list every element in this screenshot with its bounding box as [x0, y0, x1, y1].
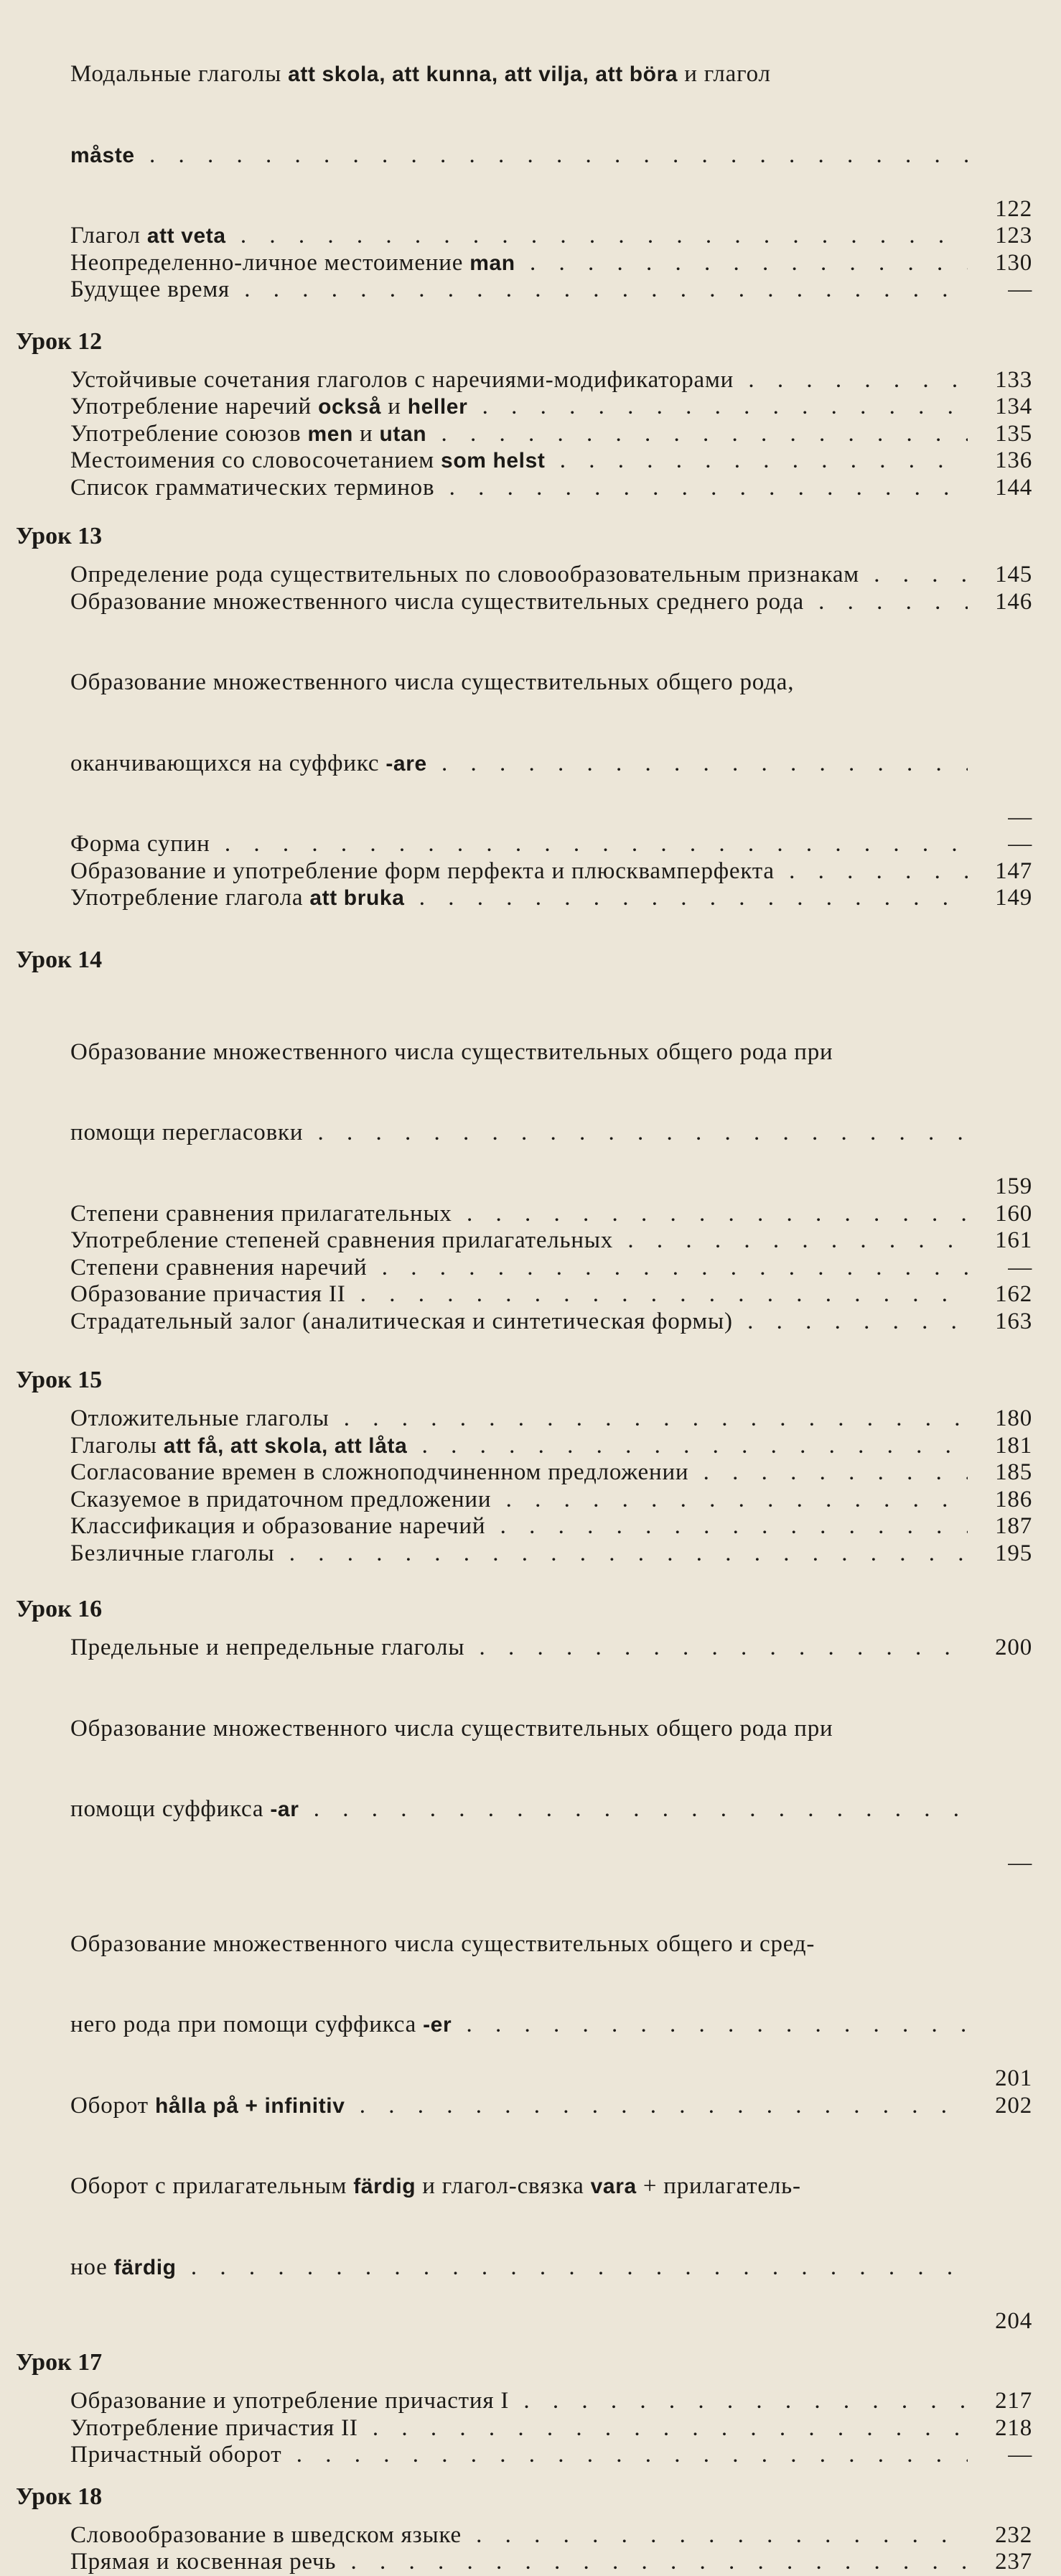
lesson-11-continued: [0, 7, 1061, 304]
page-number: 134: [995, 394, 1032, 419]
page-number: 160: [995, 1200, 1032, 1227]
page-number: 185: [995, 1459, 1032, 1485]
toc-entry: Будущее время . . . —: [70, 276, 1041, 304]
lesson-heading: Урок 13: [16, 523, 103, 549]
page-number: 237: [995, 2549, 1032, 2575]
page-number: —: [1008, 276, 1032, 302]
page-number: 181: [995, 1432, 1032, 1459]
lesson-14: [0, 942, 1061, 1336]
page-number: —: [1008, 1254, 1032, 1280]
lesson-heading: Урок 16: [16, 1596, 103, 1622]
toc-entry: Глаголы att få, att skola, att låta . . . 181: [70, 1433, 1041, 1460]
toc-entry: Образование множественного числа существительных общего рода при помощи перегласовки . . . 159: [70, 985, 1041, 1201]
page-number: 159: [995, 1173, 1032, 1199]
page-number: 136: [995, 447, 1032, 473]
toc-entry: Причастный оборот . . . —: [70, 2442, 1041, 2469]
toc-entry: Согласование времен в сложноподчиненном предложении . . . 185: [70, 1459, 1041, 1487]
toc-entry: Список грамматических терминов . . . 144: [70, 475, 1041, 502]
page-number: 201: [995, 2065, 1032, 2091]
toc-entry: Оборот hålla på + infinitiv . . . 202: [70, 2093, 1041, 2120]
toc-entry: Модальные глаголы att skola, att kunna, att vilja, att böra и глагол måste . . . 122: [70, 7, 1041, 223]
page-number: —: [1008, 804, 1032, 830]
toc-entry: Образование множественного числа существительных среднего рода . . . 146: [70, 589, 1041, 616]
toc-entry: Глагол att veta . . . 123: [70, 223, 1041, 250]
toc-entry: Устойчивые сочетания глаголов с наречиями-модификаторами . . . 133: [70, 367, 1041, 394]
lesson-heading: Урок 18: [16, 2483, 103, 2510]
page-number: 187: [995, 1513, 1032, 1539]
lesson-16: [0, 1591, 1061, 2335]
toc-entry: Употребление глагола att bruka . . . 149: [70, 885, 1041, 912]
page-number: 200: [995, 1635, 1032, 1660]
page-number: —: [1008, 1850, 1032, 1876]
toc-entry: Словообразование в шведском языке . . . 232: [70, 2522, 1041, 2549]
page-number: 133: [995, 366, 1032, 393]
toc-entry: Употребление степеней сравнения прилагательных . . . 161: [70, 1227, 1041, 1255]
lesson-18: [0, 2479, 1061, 2576]
lesson-heading: Урок 15: [16, 1367, 103, 1393]
lesson-17: [0, 2345, 1061, 2469]
page-number: 202: [995, 2092, 1032, 2119]
page-number: 146: [995, 588, 1032, 615]
page-number: 147: [995, 857, 1032, 884]
page-number: 149: [995, 885, 1032, 911]
toc-entry: Образование и употребление причастия I . . . 217: [70, 2388, 1041, 2415]
page-number: 163: [995, 1308, 1032, 1334]
page-number: 232: [995, 2521, 1032, 2548]
toc-entry: Неопределенно-личное местоимение man . . . 130: [70, 250, 1041, 277]
toc-entry: Предельные и непредельные глаголы . . . 200: [70, 1635, 1041, 1662]
toc-entry: Безличные глаголы . . . 195: [70, 1540, 1041, 1568]
toc-entry: Образование и употребление форм перфекта и плюсквамперфекта . . . 147: [70, 858, 1041, 885]
toc-entry: Сказуемое в придаточном предложении . . . 186: [70, 1487, 1041, 1514]
page-number: 145: [995, 562, 1032, 587]
toc-entry: Образование множественного числа существительных общего рода, оканчивающихся на суффикс -are . . . —: [70, 615, 1041, 831]
toc-entry: Употребление союзов men и utan . . . 135: [70, 421, 1041, 448]
toc-entry: Прямая и косвенная речь . . . 237: [70, 2549, 1041, 2576]
page-number: 186: [995, 1486, 1032, 1512]
toc-entry: Оборот с прилагательным färdig и глагол-связка vara + прилагатель- ное färdig . . . 204: [70, 2119, 1041, 2335]
page-number: 180: [995, 1405, 1032, 1431]
page-number: 122: [995, 195, 1032, 222]
lesson-12: [0, 324, 1061, 502]
page-number: 161: [995, 1227, 1032, 1253]
toc-entry: Отложительные глаголы . . . 180: [70, 1405, 1041, 1433]
toc-entry: Образование множественного числа существительных общего рода при помощи суффикса -ar . . . —: [70, 1662, 1041, 1877]
page-number: 144: [995, 474, 1032, 501]
page-number: —: [1008, 831, 1032, 857]
toc-entry: Форма супин . . . —: [70, 831, 1041, 858]
toc-entry: Степени сравнения наречий . . . —: [70, 1255, 1041, 1282]
lesson-heading: Урок 17: [16, 2349, 103, 2376]
toc-entry: Образование множественного числа существительных общего и сред- него рода при помощи суффикса -er . . . 201: [70, 1877, 1041, 2093]
page-number: 130: [995, 249, 1032, 276]
toc-entry: Определение рода существительных по словообразовательным признакам . . . 145: [70, 562, 1041, 589]
page-number: 135: [995, 420, 1032, 447]
toc-entry: Образование причастия II . . . 162: [70, 1281, 1041, 1308]
toc-entry: Употребление причастия II . . . 218: [70, 2415, 1041, 2442]
lesson-13: [0, 519, 1061, 912]
page-number: —: [1008, 2442, 1032, 2468]
toc-entry: Классификация и образование наречий . . . 187: [70, 1513, 1041, 1540]
toc-entry: Степени сравнения прилагательных . . . 160: [70, 1201, 1041, 1228]
page-number: 123: [995, 223, 1032, 248]
page-number: 217: [995, 2388, 1032, 2414]
lesson-heading: Урок 14: [16, 946, 103, 973]
lesson-heading: Урок 12: [16, 327, 103, 355]
lesson-15: [0, 1362, 1061, 1567]
page-number: 162: [995, 1281, 1032, 1307]
page-number: 195: [995, 1540, 1032, 1566]
toc-entry: Местоимения со словосочетанием som helst . . . 136: [70, 447, 1041, 475]
toc-entry: Страдательный залог (аналитическая и синтетическая формы) . . . 163: [70, 1308, 1041, 1336]
toc-entry: Употребление наречий också и heller . . . 134: [70, 394, 1041, 421]
page-number: 218: [995, 2414, 1032, 2441]
page-number: 204: [995, 2307, 1032, 2334]
